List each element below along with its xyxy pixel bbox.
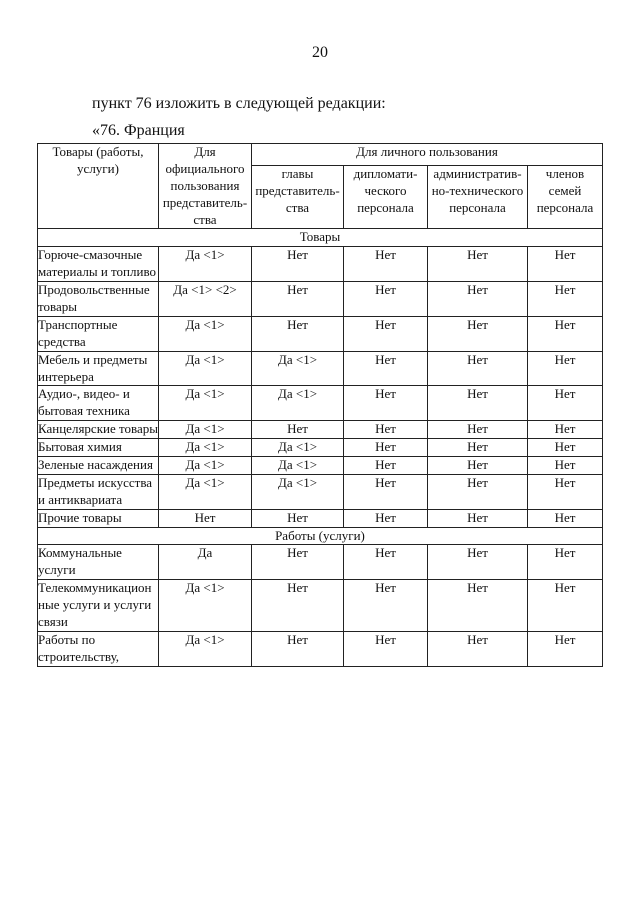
privileges-table	[37, 143, 603, 667]
cell-heads: Нет	[252, 631, 344, 666]
header-goods: Товары (работы, услуги)	[38, 144, 159, 229]
row-name: Канцелярские товары	[38, 421, 159, 439]
table-row	[38, 631, 603, 666]
cell-diplomatic: Нет	[344, 247, 428, 282]
cell-diplomatic: Нет	[344, 457, 428, 475]
cell-admin: Нет	[428, 631, 528, 666]
cell-official: Да <1>	[159, 631, 252, 666]
cell-admin: Нет	[428, 439, 528, 457]
cell-family: Нет	[528, 316, 603, 351]
cell-official: Да <1>	[159, 580, 252, 632]
cell-heads: Да <1>	[252, 386, 344, 421]
cell-family: Нет	[528, 545, 603, 580]
cell-admin: Нет	[428, 509, 528, 527]
header-official: Для официального пользования представитель-ства	[159, 144, 252, 229]
cell-diplomatic: Нет	[344, 474, 428, 509]
table-row	[38, 457, 603, 475]
cell-diplomatic: Нет	[344, 545, 428, 580]
cell-official: Да <1>	[159, 457, 252, 475]
cell-heads: Нет	[252, 282, 344, 317]
cell-admin: Нет	[428, 545, 528, 580]
cell-family: Нет	[528, 282, 603, 317]
header-admin: административ-но-технического персонала	[428, 165, 528, 228]
cell-family: Нет	[528, 474, 603, 509]
cell-heads: Нет	[252, 509, 344, 527]
row-name: Прочие товары	[38, 509, 159, 527]
header-diplomatic: дипломати-ческого персонала	[344, 165, 428, 228]
cell-diplomatic: Нет	[344, 386, 428, 421]
cell-diplomatic: Нет	[344, 439, 428, 457]
table-row	[38, 247, 603, 282]
cell-diplomatic: Нет	[344, 421, 428, 439]
cell-family: Нет	[528, 421, 603, 439]
cell-admin: Нет	[428, 580, 528, 632]
cell-admin: Нет	[428, 282, 528, 317]
cell-diplomatic: Нет	[344, 631, 428, 666]
section-row	[38, 527, 603, 545]
row-name: Зеленые насаждения	[38, 457, 159, 475]
table-row	[38, 509, 603, 527]
intro-text: пункт 76 изложить в следующей редакции:	[92, 95, 386, 112]
row-name: Работы по строительству,	[38, 631, 159, 666]
cell-diplomatic: Нет	[344, 282, 428, 317]
cell-heads: Нет	[252, 545, 344, 580]
table-row	[38, 580, 603, 632]
cell-family: Нет	[528, 351, 603, 386]
page-number: 20	[312, 44, 328, 61]
row-name: Мебель и предметы интерьера	[38, 351, 159, 386]
cell-family: Нет	[528, 386, 603, 421]
row-name: Продовольственные товары	[38, 282, 159, 317]
cell-official: Да <1>	[159, 316, 252, 351]
row-name: Транспортные средства	[38, 316, 159, 351]
table-row	[38, 474, 603, 509]
cell-official: Нет	[159, 509, 252, 527]
row-name: Телекоммуникацион ные услуги и услуги связи	[38, 580, 159, 632]
cell-heads: Нет	[252, 421, 344, 439]
cell-admin: Нет	[428, 247, 528, 282]
table-row	[38, 545, 603, 580]
cell-official: Да	[159, 545, 252, 580]
table-row	[38, 386, 603, 421]
section-title: Товары	[38, 229, 603, 247]
table-row	[38, 439, 603, 457]
cell-official: Да <1> <2>	[159, 282, 252, 317]
cell-heads: Нет	[252, 247, 344, 282]
row-name: Горюче-смазочные материалы и топливо	[38, 247, 159, 282]
cell-admin: Нет	[428, 421, 528, 439]
cell-family: Нет	[528, 439, 603, 457]
cell-family: Нет	[528, 457, 603, 475]
cell-heads: Да <1>	[252, 439, 344, 457]
header-family: членов семей персонала	[528, 165, 603, 228]
row-name: Бытовая химия	[38, 439, 159, 457]
cell-admin: Нет	[428, 457, 528, 475]
cell-heads: Нет	[252, 580, 344, 632]
cell-official: Да <1>	[159, 439, 252, 457]
country-heading: «76. Франция	[92, 122, 185, 139]
table-body	[38, 229, 603, 666]
cell-family: Нет	[528, 247, 603, 282]
table-row	[38, 351, 603, 386]
cell-admin: Нет	[428, 474, 528, 509]
cell-admin: Нет	[428, 351, 528, 386]
cell-diplomatic: Нет	[344, 351, 428, 386]
cell-official: Да <1>	[159, 247, 252, 282]
cell-family: Нет	[528, 631, 603, 666]
cell-official: Да <1>	[159, 386, 252, 421]
cell-admin: Нет	[428, 386, 528, 421]
section-row	[38, 229, 603, 247]
header-personal: Для личного пользования	[252, 144, 603, 166]
cell-admin: Нет	[428, 316, 528, 351]
section-title: Работы (услуги)	[38, 527, 603, 545]
table-row	[38, 421, 603, 439]
cell-diplomatic: Нет	[344, 509, 428, 527]
row-name: Коммунальные услуги	[38, 545, 159, 580]
cell-heads: Да <1>	[252, 457, 344, 475]
table-row	[38, 316, 603, 351]
cell-official: Да <1>	[159, 351, 252, 386]
cell-heads: Да <1>	[252, 474, 344, 509]
cell-official: Да <1>	[159, 474, 252, 509]
row-name: Аудио-, видео- и бытовая техника	[38, 386, 159, 421]
cell-official: Да <1>	[159, 421, 252, 439]
cell-diplomatic: Нет	[344, 316, 428, 351]
cell-heads: Нет	[252, 316, 344, 351]
cell-family: Нет	[528, 580, 603, 632]
table-row	[38, 282, 603, 317]
cell-diplomatic: Нет	[344, 580, 428, 632]
row-name: Предметы искусства и антиквариата	[38, 474, 159, 509]
cell-family: Нет	[528, 509, 603, 527]
cell-heads: Да <1>	[252, 351, 344, 386]
header-heads: главы представитель-ства	[252, 165, 344, 228]
